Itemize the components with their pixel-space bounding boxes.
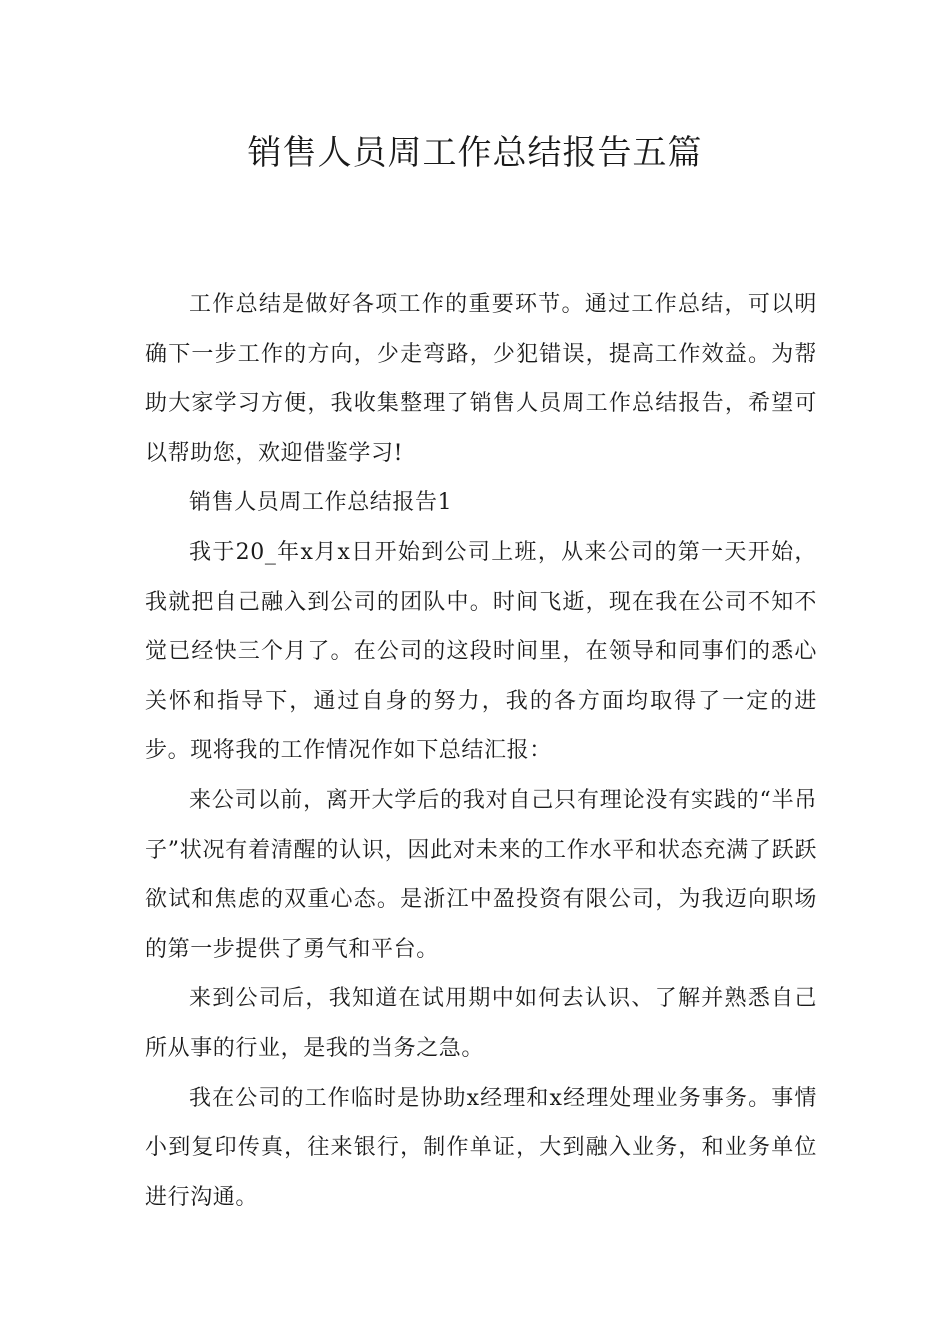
body-paragraph: 我于20_年x月x日开始到公司上班，从来公司的第一天开始，我就把自己融入到公司的团队中。时间飞逝，现在我在公司不知不觉已经快三个月了。在公司的这段时间里，在领导和同事们的悉心关怀和指导下，通过自身的努力，我的各方面均取得了一定的进步。现将我的工作情况作如下总结汇报： <box>145 539 817 764</box>
document-title: 销售人员周工作总结报告五篇 <box>247 133 703 173</box>
section-heading: 销售人员周工作总结报告1 <box>189 490 453 516</box>
body-paragraph: 我在公司的工作临时是协助x经理和x经理处理业务事务。事情小到复印传真，往来银行，制作单证，大到融入业务，和业务单位进行沟通。 <box>145 1085 817 1210</box>
intro-paragraph: 工作总结是做好各项工作的重要环节。通过工作总结，可以明确下一步工作的方向，少走弯路，少犯错误，提高工作效益。为帮助大家学习方便，我收集整理了销售人员周工作总结报告，希望可以帮助您，欢迎借鉴学习! <box>145 292 817 466</box>
body-paragraph: 来公司以前，离开大学后的我对自己只有理论没有实践的“半吊子”状况有着清醒的认识，因此对未来的工作水平和状态充满了跃跃欲试和焦虑的双重心态。是浙江中盈投资有限公司，为我迈向职场的第一步提供了勇气和平台。 <box>145 787 817 962</box>
body-paragraph: 来到公司后，我知道在试用期中如何去认识、了解并熟悉自己所从事的行业，是我的当务之急。 <box>145 986 817 1061</box>
document-body <box>145 280 817 1222</box>
